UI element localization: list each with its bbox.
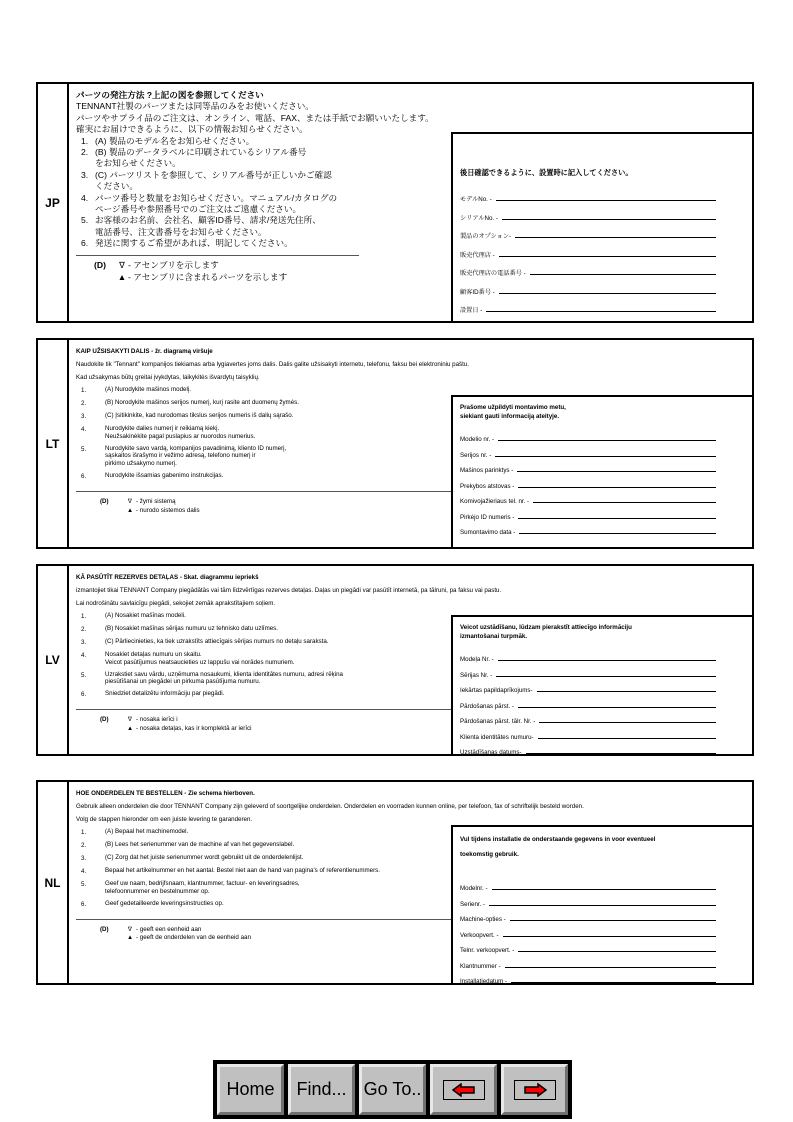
form-field: [460, 203, 716, 222]
field-blank-line[interactable]: [489, 905, 716, 906]
field-label: Machine-opties -: [460, 916, 506, 924]
form-field: [460, 892, 716, 908]
form-field: [460, 474, 716, 490]
intro-text: 確実にお届けできるように、以下の情報お知らせください。: [76, 124, 308, 135]
previous-page-button[interactable]: [430, 1064, 497, 1115]
field-label: モデルNo. -: [460, 196, 492, 204]
form-field: [460, 259, 716, 278]
form-field: [460, 923, 716, 939]
legend-assembly-text: - žymi sistemą: [136, 497, 176, 505]
field-blank-line[interactable]: [519, 533, 716, 534]
field-blank-line[interactable]: [539, 722, 716, 723]
field-blank-line[interactable]: [517, 471, 716, 472]
field-blank-line[interactable]: [538, 738, 716, 739]
step-text: パーツ番号と数量をお知らせください。マニュアル/カタログの ページ番号や参照番号でのご注文はご遠慮ください。: [95, 192, 338, 215]
field-label: Uzstādīšanas datums-: [460, 749, 522, 757]
field-label: Pārdošanas pārst. tālr. Nr. -: [460, 718, 536, 726]
intro-text: パーツやサプライ品のご注文は、オンライン、電話、FAX、または手紙でお願いいたします。: [76, 112, 434, 123]
step-number: 6.: [81, 900, 87, 908]
field-label: Iekārtas papildaprīkojums-: [460, 687, 533, 695]
step-number: 3.: [81, 413, 87, 420]
form-field: [460, 908, 716, 924]
divider: [76, 491, 452, 492]
form-field: [460, 521, 716, 537]
field-label: Klienta identitātes numuru-: [460, 733, 534, 741]
legend-assembly-text: - アセンブリを示します: [128, 259, 219, 270]
installation-record-form: [451, 615, 752, 757]
step-number: 1.: [81, 387, 87, 394]
open-triangle-icon: ∇: [119, 259, 125, 270]
form-field: [460, 939, 716, 955]
step-text: (B) 製品のデータラベルに印刷されているシリアル番号 をお知らせください。: [95, 147, 307, 169]
field-label: Pārdošanas pārst. -: [460, 702, 514, 710]
field-blank-line[interactable]: [496, 200, 716, 201]
field-blank-line[interactable]: [499, 256, 716, 257]
field-blank-line[interactable]: [518, 707, 716, 708]
form-field: [460, 459, 716, 475]
step-number: 1.: [81, 829, 87, 836]
divider: [76, 709, 452, 710]
language-code: JP: [38, 84, 69, 321]
field-blank-line[interactable]: [526, 753, 716, 754]
field-blank-line[interactable]: [503, 936, 716, 937]
field-blank-line[interactable]: [518, 951, 716, 952]
legend-d-label: (D): [100, 925, 109, 933]
open-triangle-icon: ∇: [127, 497, 133, 505]
form-field: [460, 222, 716, 241]
section-title: KAIP UŽSISAKYTI DALIS - žr. diagramą viršuje: [76, 348, 213, 355]
legend-d-label: (D): [94, 259, 106, 270]
form-field: [460, 505, 716, 521]
form-field: [460, 240, 716, 259]
field-label: Installatiedatum -: [460, 978, 508, 986]
intro-text: Naudokite tik "Tennant" kompanijos tiekiamas arba lygiavertes joms dalis. Dalis galite užsisakyti internetu, telefonu, faksu bei elektroniniu paštu.: [76, 361, 470, 368]
field-blank-line[interactable]: [492, 889, 716, 890]
installation-record-form: [451, 395, 752, 547]
step-number: 4.: [81, 652, 87, 659]
form-field: [460, 710, 716, 726]
section-title: KĀ PASŪTĪT REZERVES DETAĻAS - Skat. diagrammu iepriekš: [76, 574, 259, 581]
section-nl: [36, 780, 754, 985]
language-code: LV: [38, 566, 69, 754]
legend-assembly-text: - geeft een eenheid aan: [136, 925, 202, 933]
step-number: 2.: [81, 626, 87, 633]
step-text: (B) Nosakiet mašīnas sērijas numuru uz tehnisko datu uzlīmes.: [105, 625, 278, 632]
step-number: 4.: [81, 868, 87, 875]
form-title: Veicot uzstādīšanu, lūdzam pierakstīt attiecīgo informāciju izmantošanai turpmāk.: [460, 624, 632, 641]
arrow-left-icon: [443, 1080, 485, 1100]
field-blank-line[interactable]: [486, 311, 716, 312]
field-blank-line[interactable]: [496, 676, 716, 677]
field-label: Prekybos atstovas -: [460, 482, 515, 490]
form-field: [460, 648, 716, 664]
field-blank-line[interactable]: [537, 691, 716, 692]
step-text: Uzrakstiet savu vārdu, uzņēmuma nosaukumi, klienta identitātes numuru, adresi rēķina piesūtīšanai un piegādei un pirkuma pasūtījuma numuru.: [105, 670, 343, 686]
divider: [76, 255, 359, 256]
form-field: [460, 694, 716, 710]
open-triangle-icon: ∇: [127, 716, 133, 723]
find-button[interactable]: Find...: [288, 1064, 355, 1115]
step-number: 4.: [81, 426, 87, 433]
legend-spacer: [76, 507, 124, 516]
field-label: 販売代理店 -: [460, 251, 495, 259]
field-blank-line[interactable]: [518, 487, 716, 488]
step-number: 3.: [81, 639, 87, 646]
section-jp: [36, 82, 754, 323]
step-number: 3.: [81, 855, 87, 862]
legend-parts-text: - nosaka detaļas, kas ir komplektā ar ierīci: [136, 724, 252, 732]
legend-spacer: [76, 271, 116, 283]
step-text: 発送に関するご希望があれば、明記してください。: [95, 238, 293, 249]
language-code: LT: [38, 340, 69, 547]
step-text: (C) パーツリストを参照して、シリアル番号が正しいかご確認 ください。: [95, 169, 332, 192]
field-label: Pirkėjo ID numeris -: [460, 513, 515, 521]
step-number: 6.: [81, 472, 87, 480]
step-text: (A) Nurodykite mašinos modelį.: [105, 386, 191, 393]
step-text: Nurodykite išsamias gabenimo instrukcijas.: [105, 471, 224, 479]
intro-text: izmantojiet tikai TENNANT Company piegādātās vai tām līdzvērtīgas rezerves detaļas. Daļas un piegādi var pasūtīt internetā, pa tālruni, pa faksu vai pastu.: [76, 587, 502, 594]
field-label: Sērijas Nr. -: [460, 671, 493, 679]
form-title: Vul tijdens installatie de onderstaande gegevens in voor eventueel toekomstig gebruik.: [460, 836, 656, 858]
field-label: Serienr. -: [460, 900, 486, 908]
step-number: 6.: [81, 238, 89, 249]
step-number: 6.: [81, 691, 87, 698]
field-blank-line[interactable]: [518, 518, 716, 519]
field-label: Telnr. verkoopvert. -: [460, 947, 515, 955]
step-number: 5.: [81, 881, 87, 888]
step-text: (C) Pārliecinieties, ka tiek uzrakstīts attiecīgais sērijas numurs no detaļu saraksta.: [105, 638, 329, 645]
section-title: パーツの発注方法 ?上記の図を参照してください: [76, 90, 264, 100]
step-number: 5.: [81, 671, 87, 679]
filled-triangle-icon: ▲: [126, 506, 134, 514]
section-title: HOE ONDERDELEN TE BESTELLEN - Zie schema hierboven.: [76, 790, 255, 797]
section-lv: [36, 564, 754, 756]
step-text: Nurodykite savo vardą, kompanijos pavadinimą, kliento ID numerį, sąskaitos išrašymo ir vežimo adresą, telefono numerį ir pirkimo užsakymo numerį.: [105, 444, 287, 467]
step-number: 1.: [81, 135, 89, 146]
navigation-bar: [213, 1060, 572, 1119]
step-text: (A) 製品のモデル名をお知らせください。: [95, 135, 255, 146]
field-label: 販売代理店の電話番号 -: [460, 270, 526, 278]
step-text: Sniedziet detalizētu informāciju par piegādi.: [105, 690, 225, 697]
step-number: 2.: [81, 842, 87, 849]
legend-parts-text: - アセンブリに含まれるパーツを示します: [128, 272, 288, 283]
home-button[interactable]: Home: [217, 1064, 284, 1115]
form-field: [460, 663, 716, 679]
form-field: [460, 954, 716, 970]
step-text: Geef gedetailleerde leveringsinstructies op.: [105, 899, 224, 907]
next-page-button[interactable]: [501, 1064, 568, 1115]
step-text: (A) Bepaal het machinemodel.: [105, 828, 189, 835]
field-blank-line[interactable]: [530, 274, 716, 275]
divider: [76, 919, 452, 920]
installation-record-form: [451, 132, 752, 321]
form-field: [460, 970, 716, 986]
open-triangle-icon: ∇: [127, 925, 133, 933]
step-number: 5.: [81, 215, 89, 226]
field-blank-line[interactable]: [498, 440, 716, 441]
legend-spacer: [76, 934, 124, 943]
step-number: 5.: [81, 445, 87, 453]
filled-triangle-icon: ▲: [126, 934, 134, 942]
form-field: [460, 725, 716, 741]
form-field: [460, 490, 716, 506]
field-label: シリアルNo. -: [460, 214, 498, 222]
section-lt: [36, 338, 754, 549]
step-text: (C) Zorg dat het juiste serienummer wordt gebruikt uit de onderdelenlijst.: [105, 854, 304, 861]
field-label: Verkoopvert. -: [460, 931, 499, 939]
field-blank-line[interactable]: [511, 982, 716, 983]
form-field: [460, 877, 716, 893]
form-field: [460, 443, 716, 459]
step-number: 2.: [81, 147, 89, 158]
field-blank-line[interactable]: [498, 660, 716, 661]
step-text: (B) Norodykite mašinos serijos numerį, kurį rasite ant duomenų žymės.: [105, 399, 299, 406]
legend-spacer: [76, 725, 124, 734]
field-blank-line[interactable]: [515, 237, 716, 238]
field-label: Komivojažieriaus tel. nr. -: [460, 498, 530, 506]
goto-button[interactable]: Go To..: [359, 1064, 426, 1115]
step-text: Bepaal het artikelnummer en het aantal. Bestel niet aan de hand van pagina's of referentienummers.: [105, 867, 380, 874]
legend-parts-text: - nurodo sistemos dalis: [136, 506, 200, 514]
field-blank-line[interactable]: [510, 920, 716, 921]
form-title: 後日確認できるように、設置時に記入してください。: [460, 168, 633, 177]
arrow-right-icon: [514, 1080, 556, 1100]
form-field: [460, 679, 716, 695]
language-code: NL: [38, 782, 69, 983]
step-text: Nosakiet detaļas numuru un skaitu. Veicot pasūtījumus neatsaucieties uz lappušu vai norādes numuriem.: [105, 651, 295, 666]
intro-text: Volg de stappen hieronder om een juiste levering te garanderen.: [76, 816, 253, 823]
field-label: Modelio nr. -: [460, 436, 495, 444]
step-text: Geef uw naam, bedrijfsnaam, klantnummer, factuur- en leveringsadres, telefoonnummer en bestelnummer op.: [105, 880, 300, 895]
field-blank-line[interactable]: [495, 456, 716, 457]
step-number: 4.: [81, 192, 89, 203]
step-number: 1.: [81, 613, 87, 620]
step-text: Nurodykite dalies numerį ir reikiamą kiekį. Neužsakinėkite pagal puslapius ar nuorodos numerius.: [105, 425, 256, 440]
filled-triangle-icon: ▲: [126, 724, 134, 732]
field-label: 製品のオプション-: [460, 233, 512, 241]
intro-text: Lai nodrošinātu savlaicīgu piegādi, sekojiet zemāk aprakstītajiem soļiem.: [76, 600, 276, 607]
legend-parts-text: - geeft de onderdelen van de eenheid aan: [136, 934, 251, 942]
field-blank-line[interactable]: [533, 502, 716, 503]
form-title: Prašome užpildyti montavimo metu, siekiant gauti informaciją ateityje.: [460, 404, 566, 421]
legend-assembly-text: - nosaka ierīci i: [136, 716, 178, 723]
form-field: [460, 296, 716, 315]
step-text: (A) Nosakiet mašīnas modeli.: [105, 612, 186, 619]
field-blank-line[interactable]: [502, 219, 716, 220]
field-label: Serijos nr. -: [460, 451, 492, 459]
legend-d-label: (D): [100, 716, 109, 723]
form-field: [460, 185, 716, 204]
field-label: 顧客ID番号 -: [460, 288, 495, 296]
step-text: お客様のお名前、会社名、顧客ID番号、請求/発送先住所、 電話番号、注文書番号をお知らせください。: [95, 215, 321, 237]
field-blank-line[interactable]: [505, 967, 716, 968]
installation-record-form: [451, 825, 752, 986]
field-label: Sumontavimo data -: [460, 529, 516, 537]
field-label: 設置日 -: [460, 307, 483, 315]
field-label: Klantnummer -: [460, 962, 501, 970]
field-label: Mašinos parinktys -: [460, 467, 514, 475]
step-number: 2.: [81, 400, 87, 407]
form-field: [460, 428, 716, 444]
step-text: (B) Lees het serienummer van de machine af van het gegevenslabel.: [105, 841, 295, 848]
intro-text: Gebruik alleen onderdelen die door TENNANT Company zijn geleverd of soortgelijke onderdelen. Onderdelen en voorraden kunnen online, per telefoon, fax of schriftelijk besteld worden.: [76, 803, 584, 810]
filled-triangle-icon: ▲: [117, 272, 127, 283]
intro-text: TENNANT社製のパーツまたは同等品のみをお使いください。: [76, 101, 314, 112]
field-label: Modelnr. -: [460, 885, 488, 893]
form-field: [460, 277, 716, 296]
legend-d-label: (D): [100, 497, 109, 505]
intro-text: Kad užsakymas būtų greitai įvykdytas, laikykitės išvardytų taisyklių.: [76, 374, 260, 381]
field-label: Modeļa Nr. -: [460, 656, 494, 664]
field-blank-line[interactable]: [499, 293, 716, 294]
form-field: [460, 741, 716, 757]
step-text: (C) Įsitikinkite, kad nurodomas tikslus serijos numeris iš dalių sąrašo.: [105, 412, 294, 419]
step-number: 3.: [81, 169, 89, 180]
